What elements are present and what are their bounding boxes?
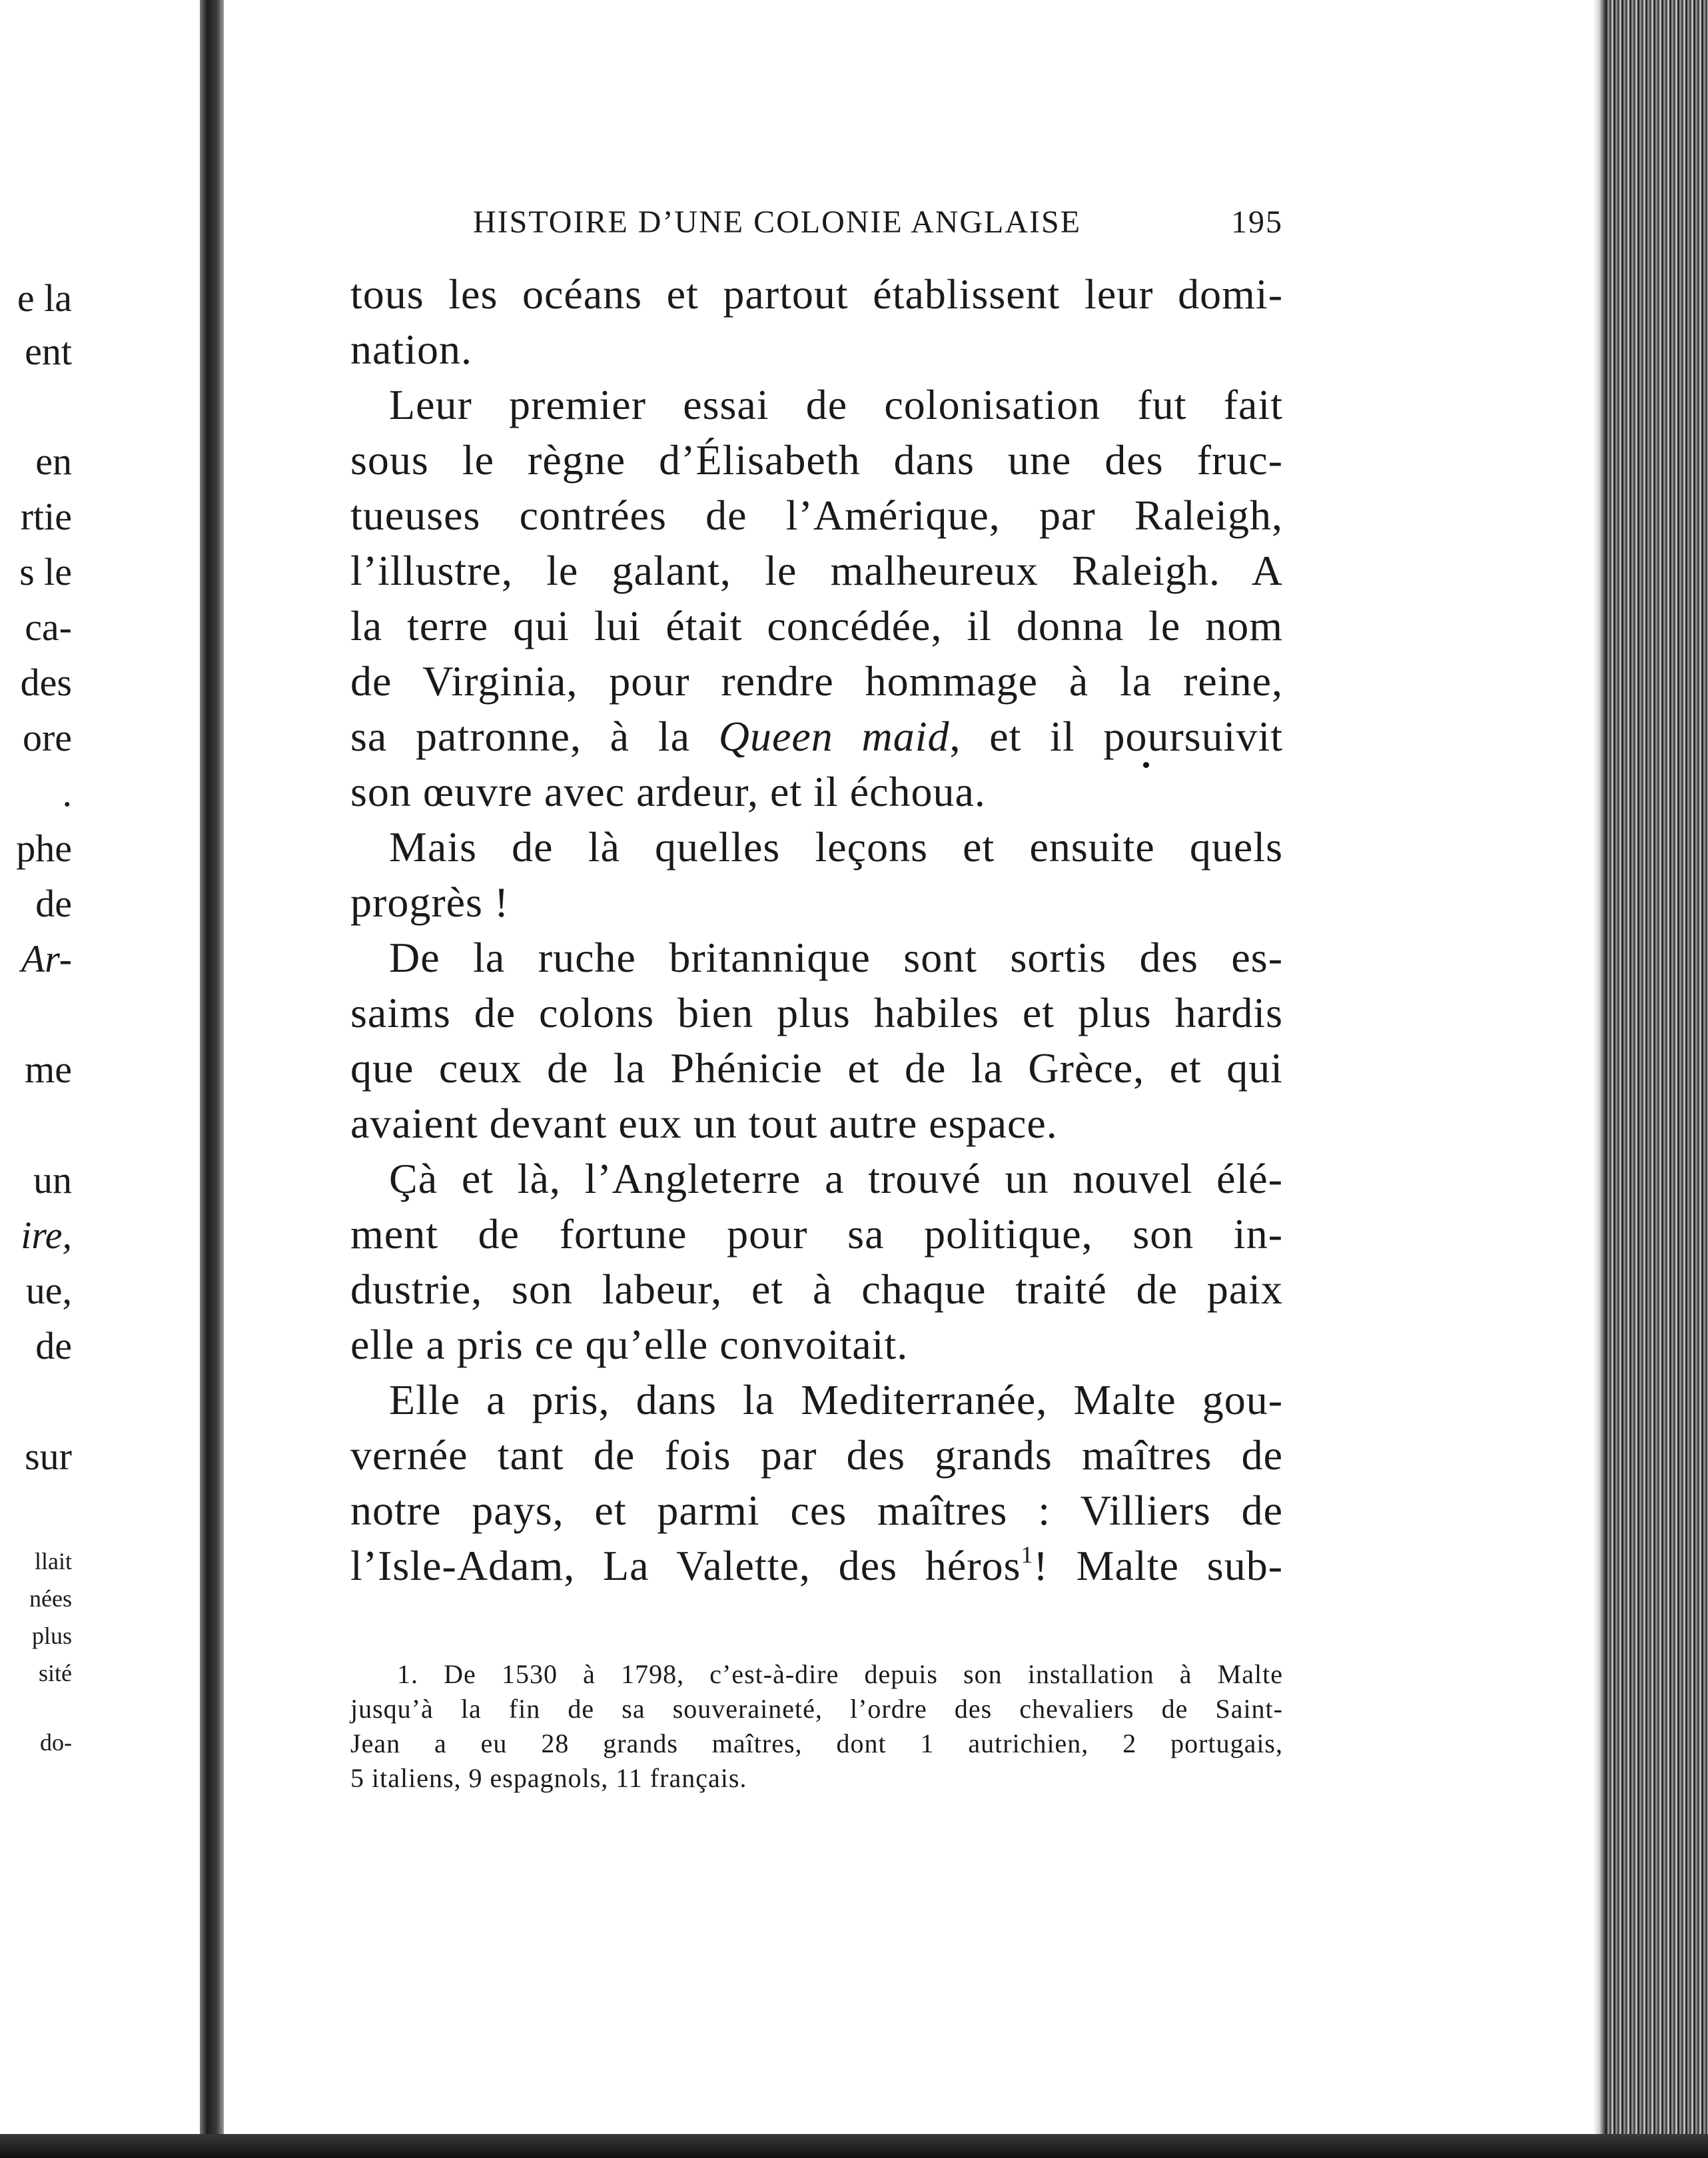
left-fragment: Ar- bbox=[21, 937, 72, 980]
running-title: HISTOIRE D’UNE COLONIE ANGLAISE bbox=[473, 204, 1082, 240]
left-fragment: ue, bbox=[25, 1269, 72, 1312]
left-facing-page bbox=[0, 0, 200, 2158]
text-line: l’illustre, le galant, le malheureux Raleigh. A bbox=[350, 547, 1283, 594]
page-195 bbox=[224, 0, 1605, 2158]
book-page-edges bbox=[1605, 0, 1708, 2158]
page-number: 195 bbox=[1231, 204, 1283, 240]
left-fragment: sur bbox=[25, 1435, 72, 1478]
left-fragment: phe bbox=[16, 827, 72, 870]
footnote bbox=[350, 1657, 1283, 1796]
book-gutter bbox=[200, 0, 224, 2158]
text-line: progrès ! bbox=[350, 879, 510, 926]
footnote-ref: 1 bbox=[1021, 1541, 1034, 1568]
text-run: l’Isle-Adam, La Valette, des héros bbox=[350, 1542, 1021, 1589]
left-fragment: de bbox=[35, 882, 72, 925]
text-line: tous les océans et partout établissent leur domi- bbox=[350, 270, 1283, 318]
running-head bbox=[473, 204, 1283, 244]
page-edge-rim bbox=[1593, 0, 1605, 2158]
left-fragment: ore bbox=[22, 716, 72, 759]
text-line: ment de fortune pour sa politique, son in- bbox=[350, 1210, 1283, 1258]
left-fragment: ca- bbox=[25, 605, 72, 649]
left-fragment: un bbox=[33, 1158, 72, 1202]
text-line: nation. bbox=[350, 326, 472, 373]
text-line: notre pays, et parmi ces maîtres : Villiers de bbox=[350, 1487, 1283, 1534]
text-line: de Virginia, pour rendre hommage à la reine, bbox=[350, 657, 1283, 705]
text-line: que ceux de la Phénicie et de la Grèce, et qui bbox=[350, 1044, 1283, 1092]
left-fragment: llait bbox=[35, 1548, 72, 1575]
left-fragment: e la bbox=[17, 276, 72, 320]
text-line: sous le règne d’Élisabeth dans une des fruc- bbox=[350, 436, 1283, 484]
text-line: vernée tant de fois par des grands maîtres de bbox=[350, 1431, 1283, 1479]
left-fragment: ire, bbox=[21, 1214, 72, 1257]
left-fragment: plus bbox=[31, 1622, 72, 1649]
footnote-line: Jean a eu 28 grands maîtres, dont 1 autrichien, 2 portugais, bbox=[350, 1728, 1283, 1758]
text-line: la terre qui lui était concédée, il donna le nom bbox=[350, 602, 1283, 649]
text-run: , et il poursuivit bbox=[949, 713, 1284, 760]
text-line bbox=[350, 1538, 1283, 1593]
left-fragment: en bbox=[35, 440, 72, 483]
left-fragment: . bbox=[62, 771, 72, 815]
scan-speck bbox=[1143, 762, 1149, 768]
text-line: Leur premier essai de colonisation fut fait bbox=[389, 381, 1283, 428]
body-text bbox=[350, 266, 1283, 1593]
footnote-line: 1. De 1530 à 1798, c’est-à-dire depuis son installation à Malte bbox=[397, 1659, 1283, 1689]
text-line: saims de colons bien plus habiles et plus hardis bbox=[350, 989, 1283, 1036]
footnote-line: 5 italiens, 9 espagnols, 11 français. bbox=[350, 1763, 747, 1793]
text-run: sa patronne, à la bbox=[350, 713, 691, 760]
left-page-text-fragments bbox=[0, 0, 200, 2158]
left-fragment: nées bbox=[29, 1585, 72, 1612]
left-fragment: des bbox=[20, 661, 72, 704]
left-fragment: me bbox=[25, 1048, 72, 1091]
left-fragment: de bbox=[35, 1324, 72, 1367]
left-fragment: s le bbox=[19, 550, 72, 593]
left-fragment: do- bbox=[40, 1729, 72, 1756]
text-line: Elle a pris, dans la Mediterranée, Malte gou- bbox=[389, 1376, 1283, 1423]
text-run: ! Malte sub- bbox=[1033, 1542, 1284, 1589]
text-line: son œuvre avec ardeur, et il échoua. bbox=[350, 768, 986, 815]
scan-bottom-border bbox=[0, 2134, 1708, 2158]
text-line: elle a pris ce qu’elle convoitait. bbox=[350, 1321, 909, 1368]
text-line: De la ruche britannique sont sortis des es- bbox=[389, 934, 1283, 981]
text-line bbox=[350, 709, 1283, 764]
text-line: dustrie, son labeur, et à chaque traité de paix bbox=[350, 1265, 1283, 1313]
footnote-line: jusqu’à la fin de sa souveraineté, l’ordre des chevaliers de Saint- bbox=[350, 1694, 1283, 1724]
left-fragment: ent bbox=[25, 330, 72, 373]
text-line: avaient devant eux un tout autre espace. bbox=[350, 1100, 1058, 1147]
text-line: Çà et là, l’Angleterre a trouvé un nouvel élé- bbox=[389, 1155, 1283, 1202]
text-line: tueuses contrées de l’Amérique, par Raleigh, bbox=[350, 492, 1283, 539]
text-line: Mais de là quelles leçons et ensuite quels bbox=[389, 823, 1283, 871]
left-fragment: rtie bbox=[20, 495, 72, 538]
left-fragment: sité bbox=[39, 1660, 72, 1686]
italic-phrase: Queen maid bbox=[718, 713, 950, 760]
